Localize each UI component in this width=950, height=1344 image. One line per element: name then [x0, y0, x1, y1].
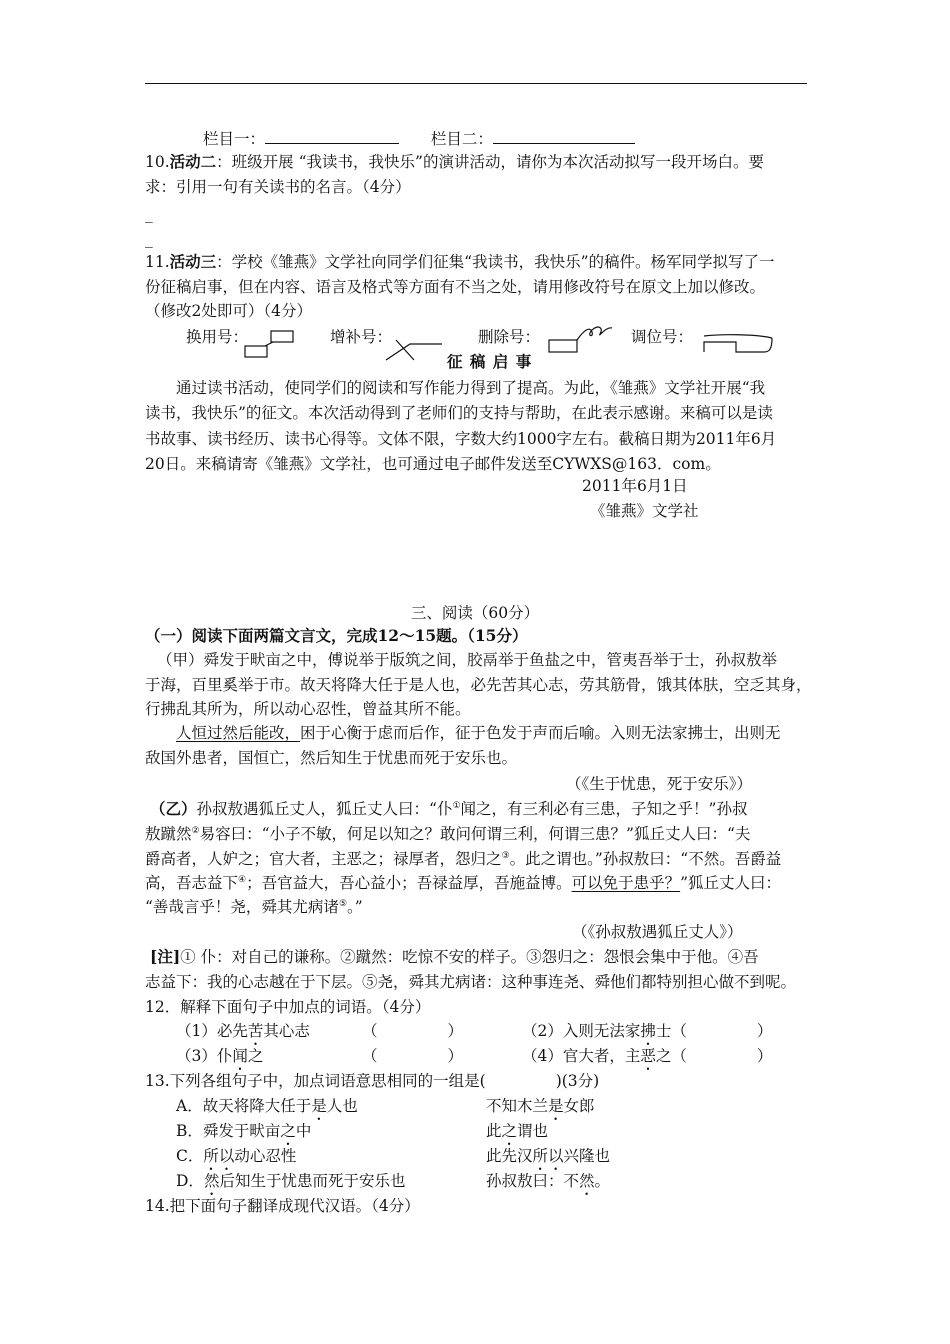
yi-source: （《孙叔敖遇狐丘丈人》）	[572, 923, 743, 941]
yi-text: 孙叔敖遇狐丘丈人，狐丘丈人曰：“仆	[196, 800, 453, 818]
notes-text: ① 仆：对自己的谦称。②蹴然：吃惊不安的样子。③怨归之：怨恨会集中于他。④吾	[180, 948, 759, 966]
insert-symbol-label: 增补号：	[330, 328, 393, 346]
dotted-word: 闻	[232, 1047, 248, 1065]
q13-stem-text: 13.下列各组句子中，加点词语意思相同的一组是(	[145, 1072, 486, 1090]
yi-text: “善哉言乎！尧，舜其尤病诸	[145, 898, 339, 916]
jia-line4-text: 困于心衡于虑而后作，征于色发于声而后喻。入则无法家拂士，出则无	[300, 724, 781, 742]
q13-text: C．	[176, 1147, 204, 1165]
q13-text: D．	[176, 1172, 204, 1190]
jia-line4	[176, 722, 781, 744]
jia-line3: 行拂乱其所为，所以动心忍性，曾益其所不能。	[145, 700, 471, 718]
q10-answer-line1[interactable]: _	[145, 205, 153, 223]
notice-title: 征 稿 启 事	[447, 352, 533, 371]
dotted-word: 苦	[247, 1022, 264, 1040]
jia-line1: （甲）舜发于畎亩之中，傅说举于版筑之间，胶鬲举于鱼盐之中，管夷吾举于士，孙叔敖举	[157, 651, 778, 669]
dotted-word: 之	[280, 1122, 296, 1140]
q11-text: ：学校《雏燕》文学社向同学们征集“我读书，我快乐”的稿件。杨军同学拟写了一	[216, 253, 775, 271]
replace-symbol-icon	[241, 326, 299, 362]
yi-line5	[145, 896, 363, 918]
yi-text: ”狐丘丈人曰：	[680, 874, 782, 892]
dotted-word: 拂	[640, 1022, 656, 1040]
dotted-word: 所以	[203, 1147, 235, 1165]
q12-item1-blank[interactable]	[362, 1020, 463, 1042]
paren: （	[362, 1047, 378, 1065]
column2-label: 栏目二：	[430, 130, 493, 148]
note-ref: ②	[191, 826, 200, 836]
notes-label: [注]	[150, 947, 181, 966]
notes-line1	[150, 946, 759, 968]
note-ref: ①	[452, 801, 461, 811]
column2-blank[interactable]	[493, 127, 635, 144]
q12-text: （4）官大者，主	[522, 1047, 641, 1065]
q13-text: 后知生于忧患而死于安乐也	[219, 1172, 406, 1190]
q13-stem-score: )(3分)	[555, 1072, 600, 1090]
q13-text: 女郎	[563, 1097, 595, 1115]
q10-text: ：班级开展 “我读书，我快乐”的演讲活动，请你为本次活动拟写一段开场白。要	[216, 153, 764, 171]
yi-text: 敖蹴然	[145, 825, 192, 843]
note-ref: ⑤	[338, 899, 348, 909]
notice-line3: 书故事、读书经历、读书心得等。文体不限，字数大约1000字左右。截稿日期为2011年6月	[145, 430, 777, 448]
paren: ）	[447, 1047, 464, 1065]
yi-line4	[145, 872, 781, 894]
q12-text: （3）仆	[176, 1047, 233, 1065]
q12-text: 之	[655, 1047, 672, 1065]
dotted-word: 然	[203, 1172, 220, 1190]
yi-text: 。”	[347, 898, 363, 916]
paren: （	[362, 1022, 378, 1040]
q13-text: 兴隆也	[563, 1147, 611, 1165]
q14-stem: 14.把下面句子翻译成现代汉语。（4分）	[145, 1197, 420, 1215]
notice-line2: 读书，我快乐”的征文。本次活动得到了老师们的支持与帮助，在此表示感谢。来稿可以是读	[145, 404, 773, 422]
q13-text: 谓也	[517, 1122, 549, 1140]
reorder-symbol-icon	[700, 328, 778, 358]
q11-activity: 活动三	[169, 252, 217, 271]
dotted-word: 然	[579, 1172, 595, 1190]
dotted-word: 是	[548, 1097, 564, 1115]
section3-title: 三、阅读（60分）	[410, 604, 540, 622]
dotted-word: 是	[311, 1097, 327, 1115]
yi-line1	[150, 798, 747, 820]
notes-line2: 志益下：我的心志越在于下层。⑤尧，舜其尤病诸：这种事连尧、舜他们都特别担心做不到呢。	[145, 973, 797, 991]
insert-symbol-icon	[384, 330, 446, 364]
notice-date: 2011年6月1日	[582, 477, 688, 495]
paren: ）	[756, 1047, 773, 1065]
q10-line1	[145, 151, 764, 173]
note-ref: ④	[238, 875, 247, 885]
yi-text: 闻之，有三利必有三患，子知之乎！”孙叔	[460, 800, 748, 818]
q13-text: B．舜发于畎亩	[176, 1122, 281, 1140]
dotted-word: 之	[501, 1122, 518, 1140]
q11-number: 11.	[145, 253, 170, 271]
yi-label: （乙）	[150, 799, 197, 818]
paren: （	[671, 1022, 687, 1040]
yi-text: 高，吾志益下	[145, 874, 239, 892]
yi-line2	[145, 823, 750, 845]
q13-text: 。	[594, 1172, 611, 1190]
q12-text: 其心志	[263, 1022, 310, 1040]
q10-answer-line2[interactable]: _	[145, 230, 153, 248]
notice-signature: 《雏燕》文学社	[590, 502, 699, 520]
yi-text: 爵高者，人妒之；官大者，主恶之；禄厚者，怨归之	[145, 850, 502, 868]
q13-text: 孙叔敖曰：不	[486, 1172, 580, 1190]
top-rule	[145, 83, 807, 84]
jia-line5: 敌国外患者，国恒亡，然后知生于忧患而死于安乐也。	[145, 749, 518, 767]
replace-symbol-label: 换用号：	[186, 328, 249, 346]
q13-stem	[145, 1070, 599, 1092]
q11-line2: 份征稿启事，但在内容、语言及格式等方面有不当之处，请用修改符号在原文上加以修改。	[145, 278, 766, 296]
jia-line2: 于海，百里奚举于市。故天将降大任于是人也，必先苦其心志，劳其筋骨，饿其体肤，空乏其身，	[145, 676, 812, 694]
q10-number: 10.	[145, 153, 170, 171]
paren: ）	[756, 1022, 773, 1040]
column-fields	[203, 127, 635, 150]
paren: （	[671, 1047, 687, 1065]
q13-text: 此先汉	[486, 1147, 533, 1165]
dotted-word: 恶	[640, 1047, 656, 1065]
reorder-symbol-label: 调位号：	[631, 328, 694, 346]
delete-symbol-icon	[546, 322, 614, 354]
q13-text: 此	[486, 1122, 502, 1140]
q12-stem: 12．解释下面句子中加点的词语。（4分）	[145, 998, 431, 1016]
note-ref: ③	[501, 851, 510, 861]
q11-line1	[145, 251, 775, 273]
delete-symbol-label: 删除号：	[478, 328, 541, 346]
q13-text: 不知木兰	[486, 1097, 549, 1115]
q10-line2: 求：引用一句有关读书的名言。（4分）	[145, 178, 411, 196]
q12-text: （2）入则无法家	[522, 1022, 641, 1040]
part1-heading: （一）阅读下面两篇文言文，完成12～15题。（15分）	[145, 626, 528, 645]
column1-label: 栏目一：	[203, 130, 266, 148]
q13-option-d-right	[486, 1170, 610, 1199]
q13-text: 中	[295, 1122, 312, 1140]
dotted-word: 所以	[532, 1147, 564, 1165]
q10-activity: 活动二	[169, 152, 217, 171]
paren: ）	[447, 1022, 464, 1040]
jia-underlined-sentence: 人恒过然后能改，	[176, 724, 301, 742]
q12-text: （1）必先	[176, 1022, 248, 1040]
yi-text: 易容曰：“小子不敏，何足以知之？敢问何谓三利，何谓三患？”狐丘丈人曰：“夫	[199, 825, 751, 843]
q11-line3: （修改2处即可）（4分）	[145, 302, 312, 320]
yi-underlined-sentence: 可以免于患乎？	[571, 874, 681, 892]
q12-text: 士	[655, 1022, 672, 1040]
yi-line3	[145, 848, 781, 870]
notice-line1: 通过读书活动，使同学们的阅读和写作能力得到了提高。为此，《雏燕》文学社开展“我	[176, 379, 766, 397]
q13-text: 人也	[326, 1097, 358, 1115]
notice-line4: 20日。来稿请寄《雏燕》文学社，也可通过电子邮件发送至CYWXS@163．com。	[145, 455, 721, 473]
q13-text: 动心忍性	[234, 1147, 297, 1165]
q13-text: A．故天将降大任于	[176, 1097, 312, 1115]
q12-text: 之	[247, 1047, 264, 1065]
yi-text: ；吾官益大，吾心益小；吾禄益厚，吾施益博。	[246, 874, 572, 892]
jia-source: （《生于忧患，死于安乐》）	[566, 775, 753, 793]
q12-item3-blank[interactable]	[362, 1045, 463, 1067]
column1-blank[interactable]	[265, 127, 399, 144]
yi-text: 。此之谓也。”孙叔敖曰：“不然。吾爵益	[509, 850, 782, 868]
